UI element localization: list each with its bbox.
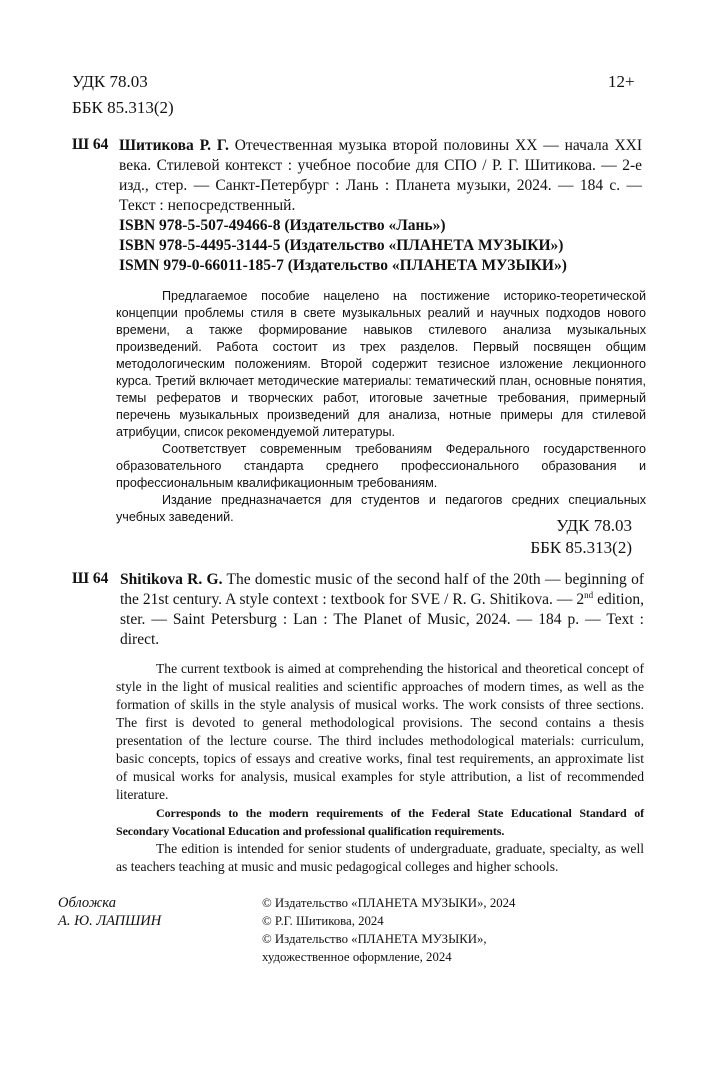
ru-entry-body bbox=[119, 136, 642, 276]
ismn-planet: ISMN 979-0-66011-185-7 (Издательство «ПЛАНЕТА МУЗЫКИ») bbox=[119, 257, 567, 274]
bbk-code-right: ББК 85.313(2) bbox=[530, 538, 632, 557]
ru-author: Шитикова Р. Г. bbox=[119, 137, 229, 154]
cover-label: Обложка bbox=[58, 895, 116, 911]
isbn-lan: ISBN 978-5-507-49466-8 (Издательство «Лань») bbox=[119, 217, 446, 234]
ru-abstract-paragraph: Соответствует современным требованиям Федерального государственного образовательного стандарта среднего профессионального образования и профессиональным квалификационным требованиям. bbox=[116, 442, 646, 490]
copyright-line: художественное оформление, 2024 bbox=[262, 950, 452, 964]
ru-abstract-paragraph: Издание предназначается для студентов и педагогов средних специальных учебных заведений. bbox=[116, 493, 646, 524]
isbn-planet: ISBN 978-5-4495-3144-5 (Издательство «ПЛАНЕТА МУЗЫКИ») bbox=[119, 237, 564, 254]
ru-abstract-paragraph: Предлагаемое пособие нацелено на постижение историко-теоретической концепции проблемы стиля в свете музыкальных реалий и научных подходов нового времени, а также формирование навыков стилевого анализа музыкальных произведений. Работа состоит из трех разделов. Первый посвящен общим методологическим положениям. Второй содержит тезисное изложение лекционного курса. Третий включает методические материалы: тематический план, основные понятия, темы рефератов и творческих работ, итоговые зачетные требования, примерный перечень музыкальных произведений для анализа, нотные примеры для стилевой атрибуции, список рекомендуемой литературы. bbox=[116, 289, 646, 439]
en-abstract-paragraph: Corresponds to the modern requirements of the Federal State Educational Standard of Secondary Vocational Education and professional qualification requirements. bbox=[116, 806, 644, 838]
en-description-cont: edition, ster. — Saint Petersburg : Lan : The Planet of Music, 2024. — 184 p. — Text : direct. bbox=[120, 591, 644, 648]
en-description: The domestic music of the second half of the 20th — beginning of the 21st century. A style context : textbook for SVE / R. G. Shitikova. — 2 bbox=[120, 571, 644, 608]
udk-code: УДК 78.03 bbox=[72, 72, 148, 91]
en-abstract-paragraph: The current textbook is aimed at comprehending the historical and theoretical concept of style in the light of musical realities and scientific approaches of modern times, as well as the formation of skills in the style analysis of musical works. The work consists of three sections. The first is devoted to general methodological provisions. The second contains a thesis presentation of the lecture course. The third includes methodological materials: curriculum, basic concepts, topics of essays and creative works, final test requirements, an approximate list of musical works for analysis, musical examples for style attribution, a list of recommended literature. bbox=[116, 661, 644, 802]
en-abstract-paragraph: The edition is intended for senior students of undergraduate, graduate, specialty, as well as teachers teaching at music and music pedagogical colleges and higher schools. bbox=[116, 841, 644, 874]
ru-description: Отечественная музыка второй половины XX — начала XXI века. Стилевой контекст : учебное пособие для СПО / Р. Г. Шитикова. — 2-е изд., стер. — Санкт-Петербург : Лань : Планета музыки, 2024. — 184 с. — Текст : непосредственный. bbox=[119, 137, 643, 214]
udk-code-right: УДК 78.03 bbox=[556, 516, 632, 535]
edition-superscript: nd bbox=[584, 589, 594, 600]
en-entry-body bbox=[120, 570, 644, 650]
copyright-line: © Издательство «ПЛАНЕТА МУЗЫКИ», 2024 bbox=[262, 896, 516, 910]
bbk-code: ББК 85.313(2) bbox=[72, 98, 174, 117]
en-abstract bbox=[116, 660, 644, 876]
en-author: Shitikova R. G. bbox=[120, 571, 223, 588]
age-rating: 12+ bbox=[608, 72, 635, 91]
copyright-block bbox=[262, 894, 642, 966]
author-mark-code-en: Ш 64 bbox=[72, 570, 109, 587]
ru-abstract bbox=[116, 288, 646, 526]
author-mark-code: Ш 64 bbox=[72, 136, 109, 153]
copyright-line: © Издательство «ПЛАНЕТА МУЗЫКИ», bbox=[262, 932, 487, 946]
cover-artist: А. Ю. ЛАПШИН bbox=[58, 913, 162, 929]
copyright-line: © Р.Г. Шитикова, 2024 bbox=[262, 914, 384, 928]
cover-credit bbox=[58, 894, 161, 930]
